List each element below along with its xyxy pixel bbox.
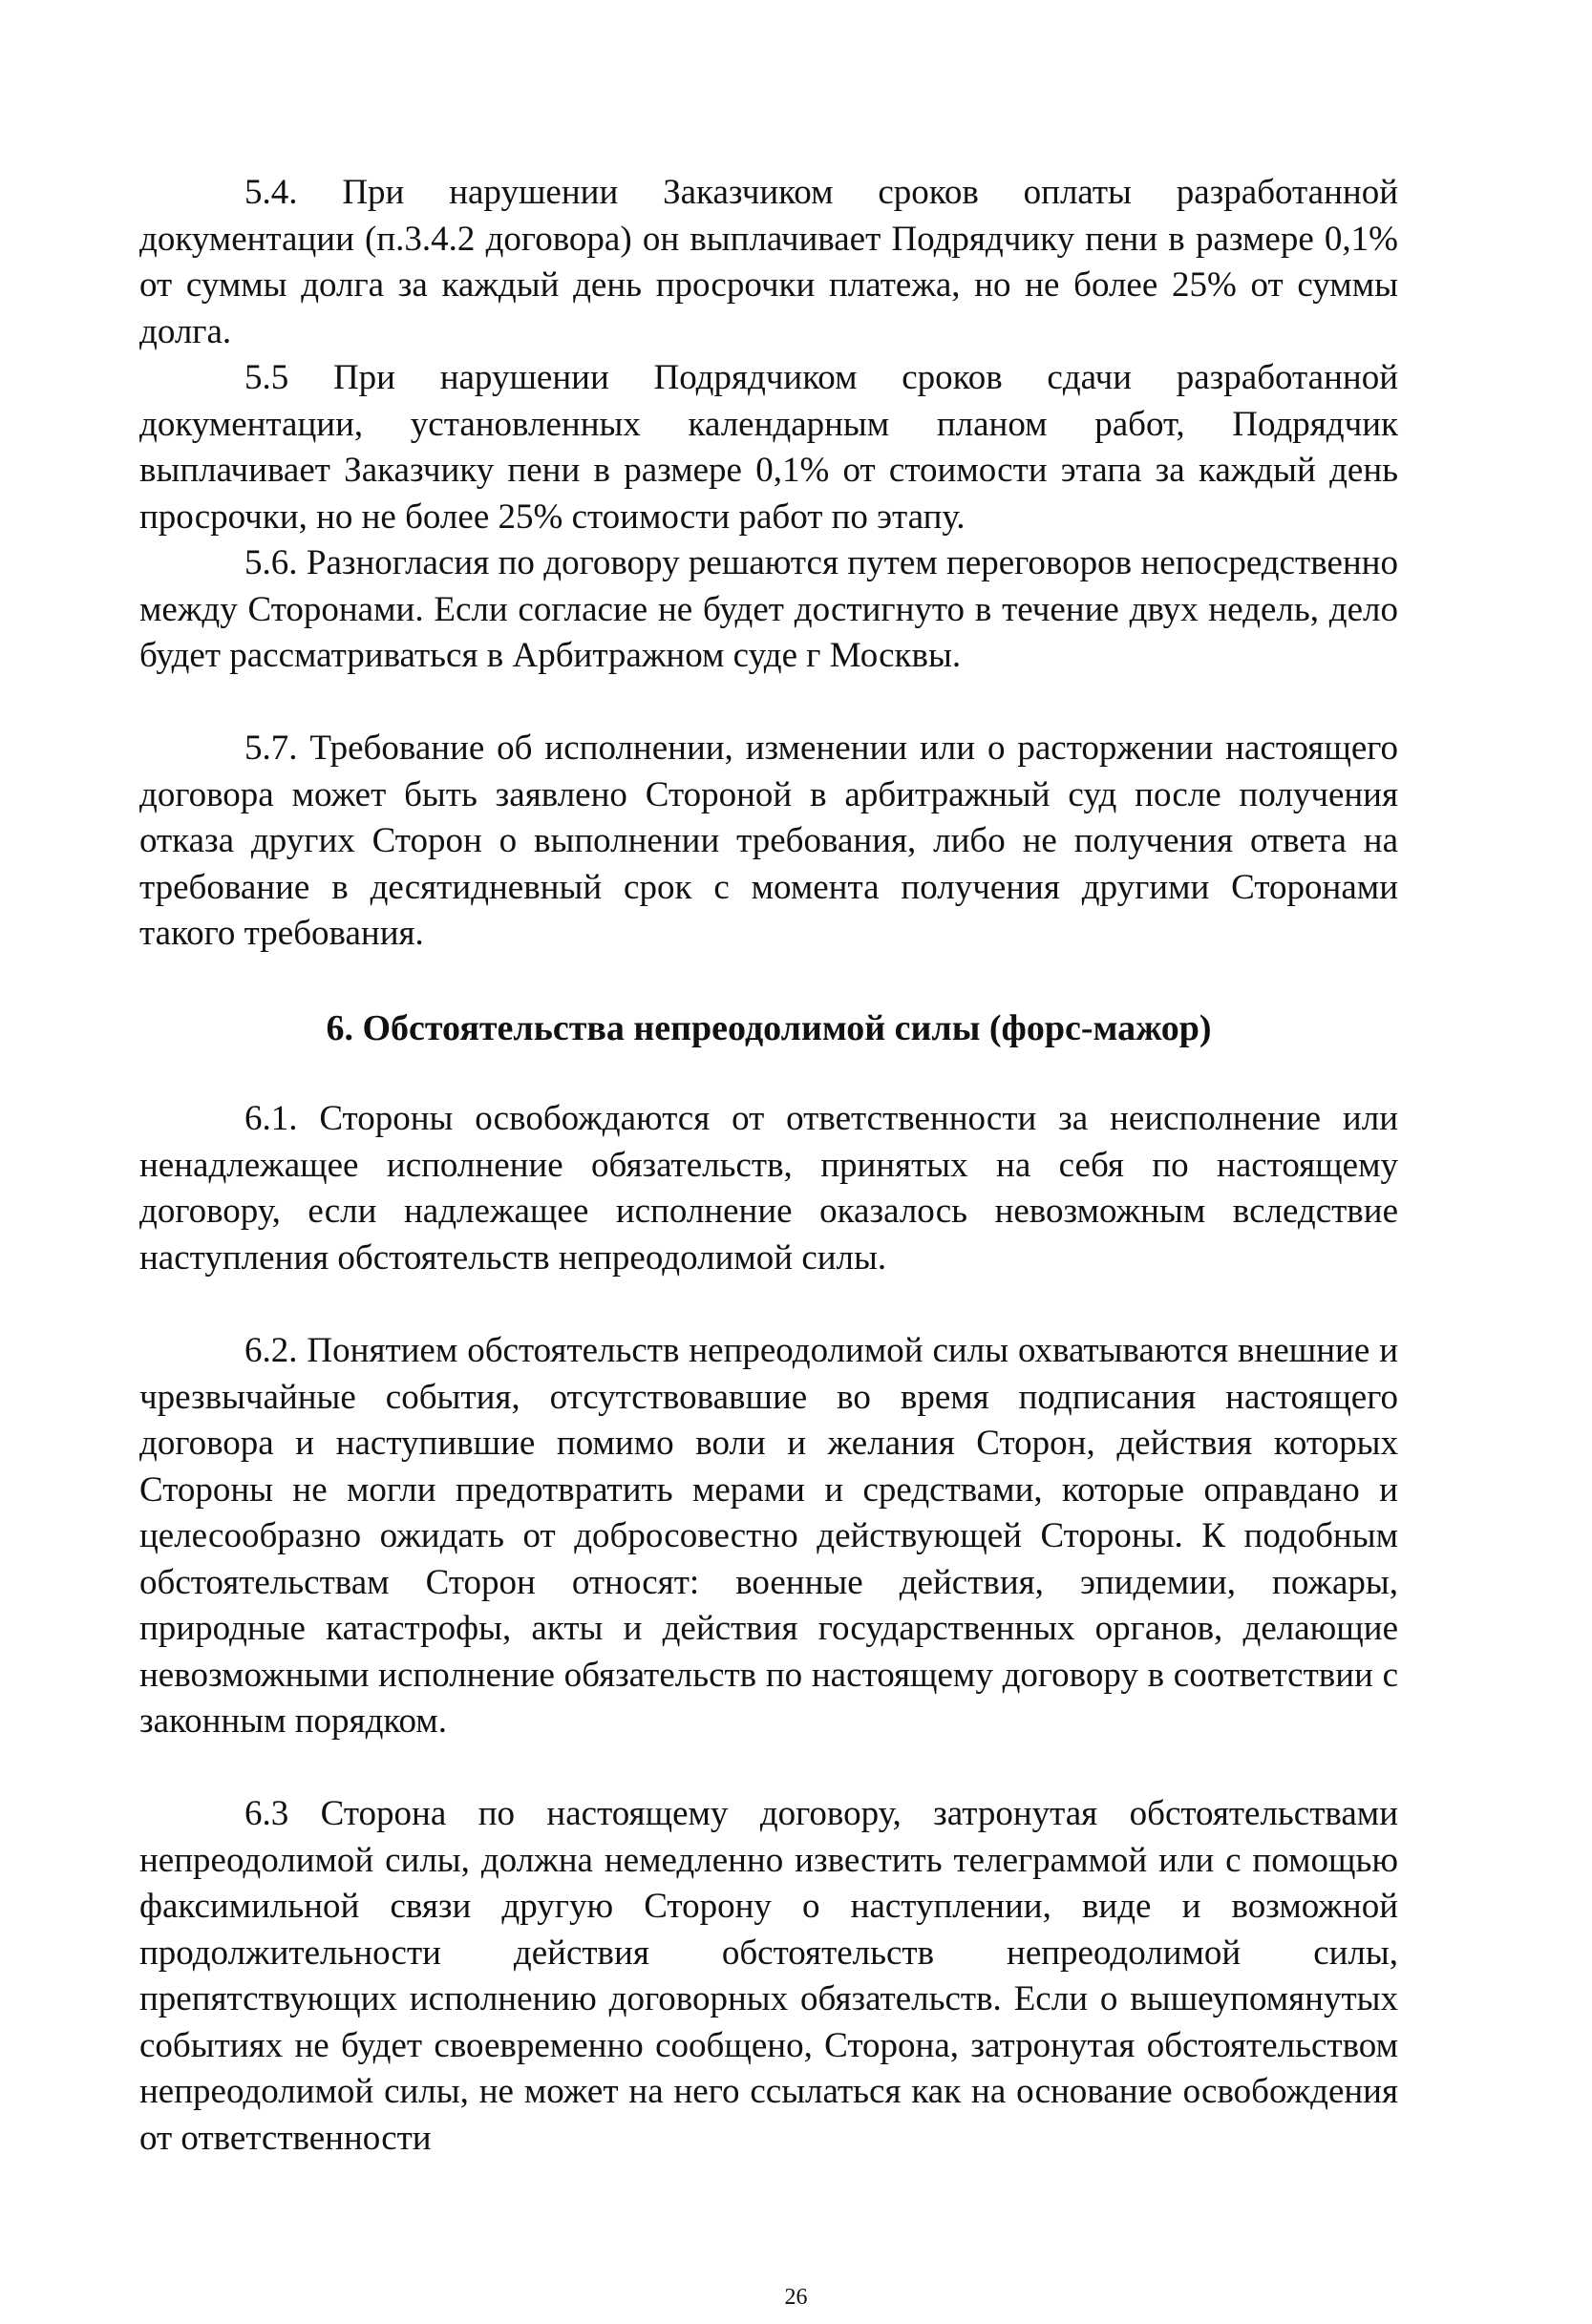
clause-5-7: 5.7. Требование об исполнении, изменении или о расторжении настоящего договора может быть заявлено Стороной в арбитражный суд после получения отказа других Сторон о выполнении требования, либо не получения ответа на требование в десятидневный срок с момента получения другими Сторонами такого требования. [139, 729, 1398, 953]
clause-6-2: 6.2. Понятием обстоятельств непреодолимой силы охватываются внешние и чрезвычайные события, отсутствовавшие во время подписания настоящего договора и наступившие помимо воли и желания Сторон, действия которых Стороны не могли предотвратить мерами и средствами, которые оправдано и целесообразно ожидать от добросовестно действующей Стороны. К подобным обстоятельствам Сторон относят: военные действия, эпидемии, пожары, природные катастрофы, акты и действия государственных органов, делающие невозможными исполнение обязательств по настоящему договору в соответствии с законным порядком. [139, 1331, 1398, 1741]
clause-6-3: 6.3 Сторона по настоящему договору, затронутая обстоятельствами непреодолимой силы, должна немедленно известить телеграммой или с помощью факсимильной связи другую Сторону о наступлении, виде и возможной продолжительности действия обстоятельств непреодолимой силы, препятствующих исполнению договорных обязательств. Если о вышеупомянутых событиях не будет своевременно сообщено, Сторона, затронутая обстоятельством непреодолимой силы, не может на него ссылаться как на основание освобождения от ответственности [139, 1794, 1398, 2158]
clause-6-1: 6.1. Стороны освобождаются от ответственности за неисполнение или ненадлежащее исполнение обязательств, принятых на себя по настоящему договору, если надлежащее исполнение оказалось невозможным вследствие наступления обстоятельств непреодолимой силы. [139, 1099, 1398, 1278]
page-number: 26 [784, 2285, 808, 2310]
clause-5-5: 5.5 При нарушении Подрядчиком сроков сдачи разработанной документации, установленных календарным планом работ, Подрядчик выплачивает Заказчику пени в размере 0,1% от стоимости этапа за каждый день просрочки, но не более 25% стоимости работ по этапу. [139, 358, 1398, 537]
section-6-heading: 6. Обстоятельства непреодолимой силы (форс-мажор) [326, 1008, 1212, 1048]
clause-5-6: 5.6. Разногласия по договору решаются путем переговоров непосредственно между Сторонами. Если согласие не будет достигнуто в течение двух недель, дело будет рассматриваться в Арбитражном суде г Москвы. [139, 543, 1398, 675]
clause-5-4: 5.4. При нарушении Заказчиком сроков оплаты разработанной документации (п.3.4.2 договора) он выплачивает Подрядчику пени в размере 0,1% от суммы долга за каждый день просрочки платежа, но не более 25% от суммы долга. [139, 173, 1398, 351]
